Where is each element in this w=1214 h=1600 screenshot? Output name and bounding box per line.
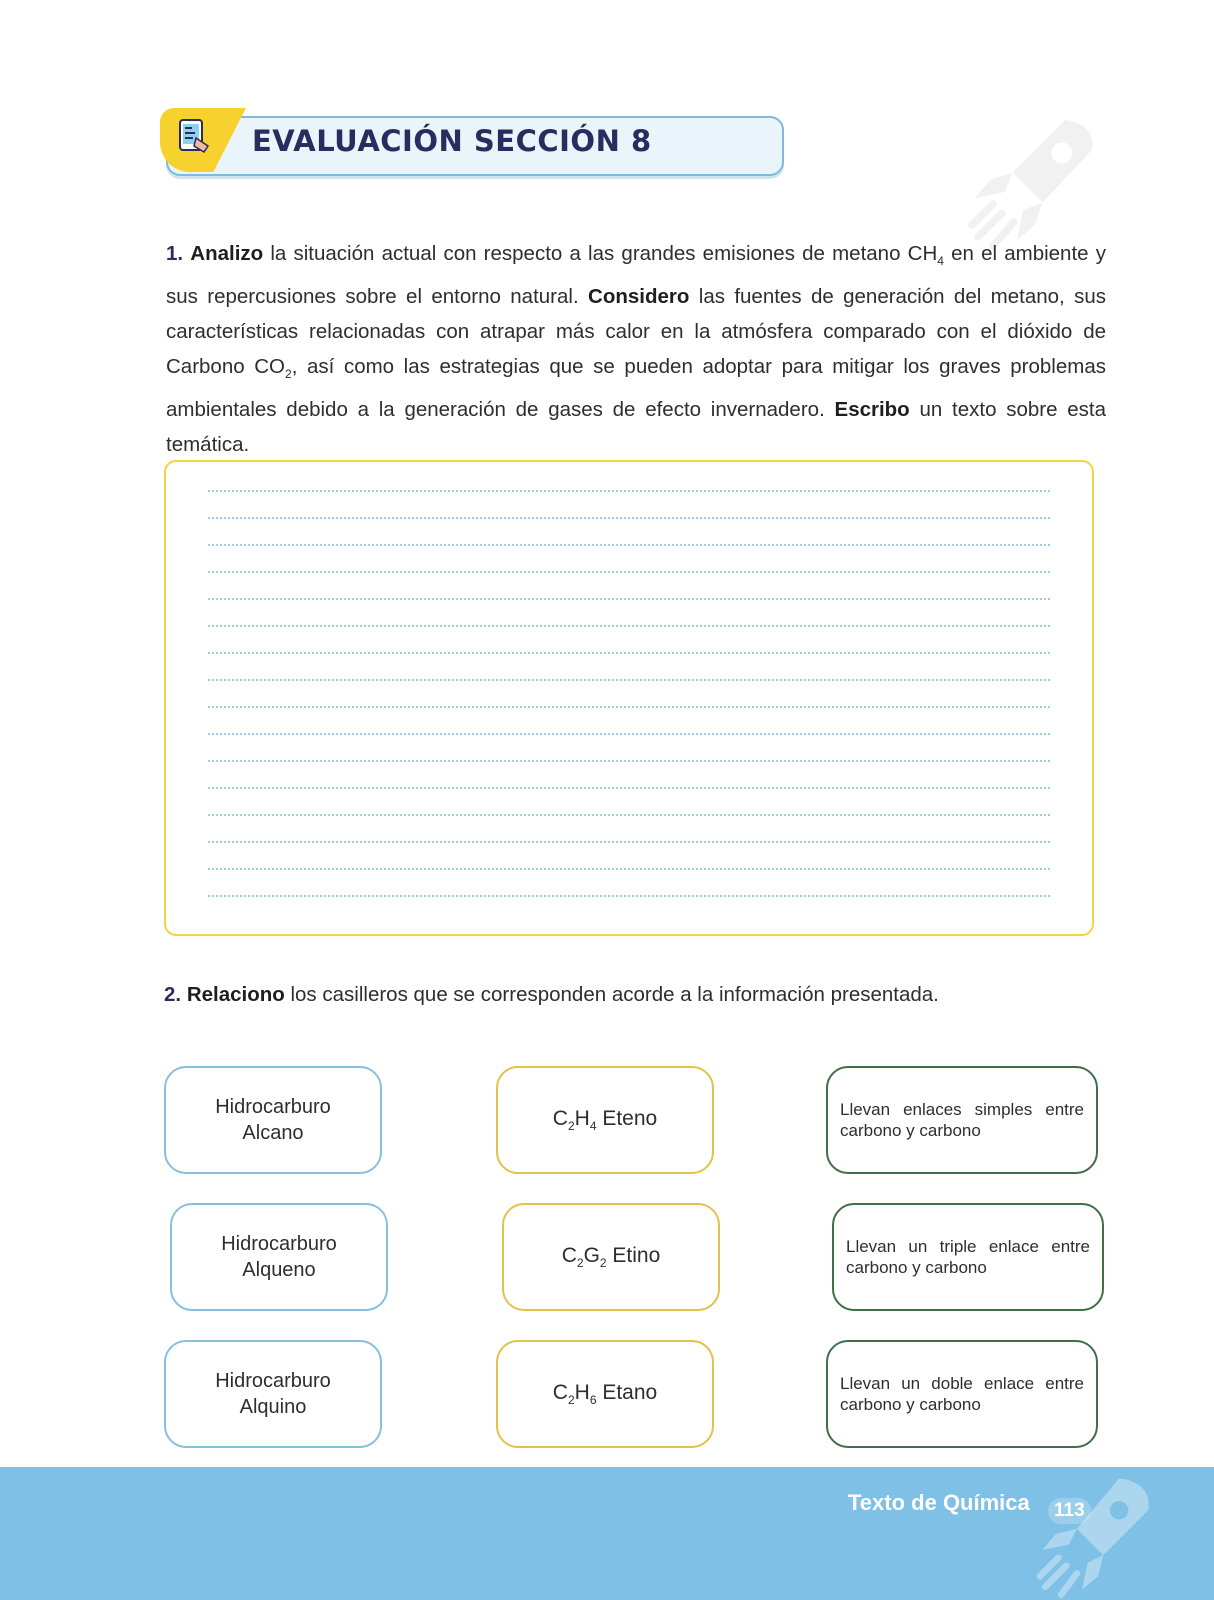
footer-book-title: Texto de Química — [848, 1490, 1030, 1515]
writing-line[interactable] — [208, 895, 1050, 897]
verb-relaciono: Relaciono — [186, 983, 285, 1006]
writing-line[interactable] — [208, 733, 1050, 735]
box-line: Hidrocarburo — [215, 1370, 331, 1392]
match-box-alqueno[interactable] — [170, 1203, 388, 1311]
formula-part: C — [561, 1243, 577, 1267]
writing-line[interactable] — [208, 679, 1050, 681]
rocket-icon — [1028, 1468, 1168, 1600]
question-1 — [166, 236, 1106, 462]
writing-line[interactable] — [208, 760, 1050, 762]
writing-line[interactable] — [208, 652, 1050, 654]
formula-part: C — [552, 1380, 568, 1404]
verb-considero: Considero — [588, 285, 690, 309]
match-box-enlace-simple[interactable] — [826, 1066, 1098, 1174]
question-text: las fuentes de generación del metano, sus características relacionadas con atrapar más calor en la atmósfera comparado con el dióxido de Carbono CO — [166, 285, 1106, 379]
subscript: 4 — [589, 1119, 597, 1134]
compound-name: Eteno — [596, 1106, 658, 1130]
subscript: 2 — [567, 1393, 575, 1408]
answer-box[interactable] — [164, 460, 1094, 936]
writing-line[interactable] — [208, 841, 1050, 843]
section-title: EVALUACIÓN SECCIÓN 8 — [252, 124, 652, 158]
match-box-alcano[interactable] — [164, 1066, 382, 1174]
formula-part: H — [574, 1380, 590, 1404]
formula-label — [553, 1381, 657, 1407]
subscript: 2 — [285, 367, 292, 382]
page-number: 113 — [1048, 1498, 1091, 1524]
formula-part: C — [552, 1106, 568, 1130]
question-text: los casilleros que se corresponden acorde a la información presentada. — [284, 983, 939, 1006]
compound-name: Etino — [606, 1243, 661, 1267]
box-label — [221, 1231, 337, 1283]
writing-line[interactable] — [208, 868, 1050, 870]
match-box-eteno[interactable] — [496, 1066, 714, 1174]
compound-name: Etano — [596, 1380, 658, 1404]
box-line: Alcano — [242, 1122, 304, 1144]
writing-line[interactable] — [208, 517, 1050, 519]
box-line: Hidrocarburo — [215, 1096, 331, 1118]
question-number: 2. — [164, 983, 182, 1006]
question-number: 1. — [166, 242, 184, 265]
box-label — [215, 1094, 331, 1146]
writing-line[interactable] — [208, 625, 1050, 627]
match-box-enlace-doble[interactable] — [826, 1340, 1098, 1448]
subscript: 2 — [599, 1256, 607, 1271]
subscript: 4 — [937, 254, 944, 269]
writing-line[interactable] — [208, 814, 1050, 816]
writing-line[interactable] — [208, 544, 1050, 546]
formula-label — [553, 1107, 657, 1133]
bond-description: Llevan enlaces simples entre carbono y carbono — [840, 1100, 1084, 1140]
section-banner — [160, 106, 792, 178]
rocket-watermark-icon — [960, 105, 1110, 255]
writing-line[interactable] — [208, 787, 1050, 789]
question-text: , así como las estrategias que se pueden adoptar para mitigar los graves problemas ambientales debido a la generación de gases de efecto invernadero. — [166, 355, 1106, 422]
writing-line[interactable] — [208, 706, 1050, 708]
writing-line[interactable] — [208, 571, 1050, 573]
verb-escribo: Escribo — [834, 398, 910, 422]
formula-label — [562, 1244, 661, 1270]
subscript: 2 — [576, 1256, 584, 1271]
bond-description: Llevan un triple enlace entre carbono y carbono — [846, 1237, 1090, 1277]
verb-analizo: Analizo — [190, 242, 264, 265]
match-box-alquino[interactable] — [164, 1340, 382, 1448]
question-text: la situación actual con respecto a las grandes emisiones de metano CH — [263, 242, 938, 265]
match-box-etino[interactable] — [502, 1203, 720, 1311]
formula-part: G — [583, 1243, 600, 1267]
question-text: un texto sobre esta temática. — [166, 398, 1106, 457]
bond-description: Llevan un doble enlace entre carbono y carbono — [840, 1374, 1084, 1414]
box-line: Alqueno — [242, 1259, 316, 1281]
match-box-etano[interactable] — [496, 1340, 714, 1448]
box-line: Alquino — [239, 1396, 307, 1418]
writing-line[interactable] — [208, 490, 1050, 492]
subscript: 2 — [567, 1119, 575, 1134]
box-line: Hidrocarburo — [221, 1233, 337, 1255]
question-2 — [164, 983, 1104, 1007]
writing-line[interactable] — [208, 598, 1050, 600]
box-label — [215, 1368, 331, 1420]
subscript: 6 — [589, 1393, 597, 1408]
tablet-study-icon — [172, 116, 212, 156]
question-text: en el ambiente y sus repercusiones sobre el entorno natural. — [166, 242, 1106, 309]
formula-part: H — [574, 1106, 590, 1130]
match-box-enlace-triple[interactable] — [832, 1203, 1104, 1311]
